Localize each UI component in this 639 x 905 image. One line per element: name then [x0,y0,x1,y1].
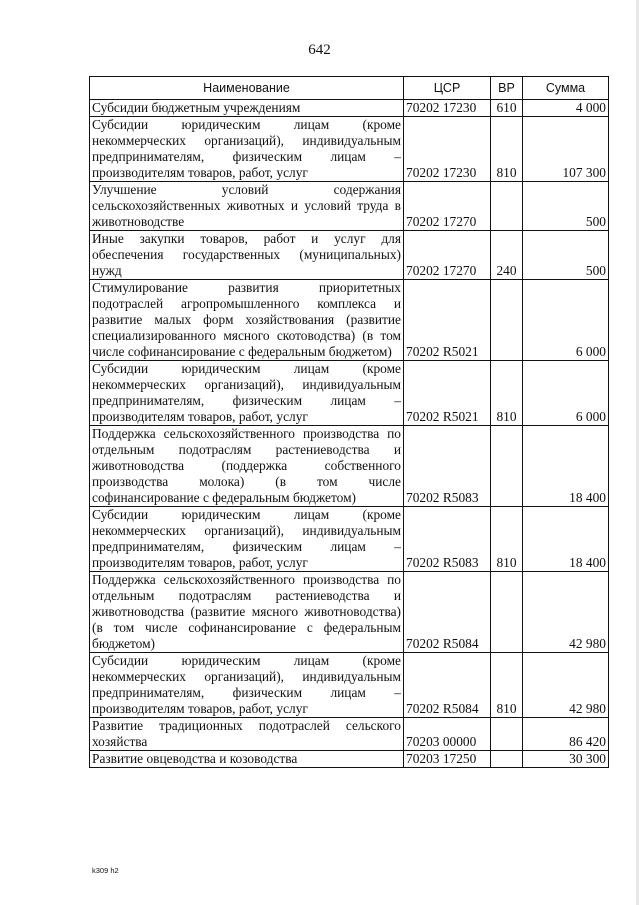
header-vr: ВР [491,77,523,100]
row-csr: 70202 17230 [404,117,491,182]
row-vr: 610 [491,100,523,117]
table-row [90,117,609,182]
row-name: Поддержка сельскохозяйственного производства по отдельным подотраслям растениеводства и животноводства (поддержка собственного производства молока) (в том числе софинансирование с федеральным бюджетом) [90,426,404,507]
row-sum: 500 [523,231,609,280]
row-sum: 4 000 [523,100,609,117]
row-csr: 70202 R5084 [404,572,491,653]
row-name: Субсидии юридическим лицам (кроме некоммерческих организаций), индивидуальным предпринимателям, физическим лицам – производителям товаров, работ, услуг [90,653,404,718]
row-csr: 70203 17250 [404,751,491,768]
row-vr [491,182,523,231]
row-name: Иные закупки товаров, работ и услуг для обеспечения государственных (муниципальных) нужд [90,231,404,280]
table-row [90,653,609,718]
row-csr: 70202 R5083 [404,507,491,572]
table-row [90,361,609,426]
row-sum: 18 400 [523,426,609,507]
row-sum: 500 [523,182,609,231]
table-row [90,572,609,653]
table-row [90,280,609,361]
row-name: Субсидии юридическим лицам (кроме некоммерческих организаций), индивидуальным предпринимателям, физическим лицам – производителям товаров, работ, услуг [90,507,404,572]
row-name: Поддержка сельскохозяйственного производства по отдельным подотраслям растениеводства и животноводства (развитие мясного животноводства) (в том числе софинансирование с федеральным бюджетом) [90,572,404,653]
row-sum: 42 980 [523,653,609,718]
row-vr [491,572,523,653]
row-csr: 70202 17270 [404,231,491,280]
row-vr: 240 [491,231,523,280]
table-header-row [90,77,609,100]
row-csr: 70202 R5083 [404,426,491,507]
row-name: Развитие традиционных подотраслей сельского хозяйства [90,718,404,751]
table-row [90,718,609,751]
table-row [90,231,609,280]
row-name: Субсидии бюджетным учреждениям [90,100,404,117]
header-sum: Сумма [523,77,609,100]
row-name: Субсидии юридическим лицам (кроме некоммерческих организаций), индивидуальным предпринимателям, физическим лицам – производителям товаров, работ, услуг [90,117,404,182]
row-sum: 107 300 [523,117,609,182]
header-csr: ЦСР [404,77,491,100]
page-number: 642 [308,42,331,58]
row-vr: 810 [491,117,523,182]
row-sum: 86 420 [523,718,609,751]
budget-table [89,76,609,768]
table-row [90,182,609,231]
row-vr: 810 [491,507,523,572]
row-csr: 70202 R5021 [404,361,491,426]
footer-code: k309 h2 [92,866,119,875]
row-vr: 810 [491,653,523,718]
row-csr: 70202 R5021 [404,280,491,361]
table-row [90,426,609,507]
row-name: Субсидии юридическим лицам (кроме некоммерческих организаций), индивидуальным предпринимателям, физическим лицам – производителям товаров, работ, услуг [90,361,404,426]
row-csr: 70202 R5084 [404,653,491,718]
row-sum: 6 000 [523,280,609,361]
row-vr: 810 [491,361,523,426]
table-row [90,751,609,768]
row-vr [491,718,523,751]
row-name: Стимулирование развития приоритетных подотраслей агропромышленного комплекса и развитие малых форм хозяйствования (развитие специализированного мясного скотоводства) (в том числе софинансирование с федеральным бюджетом) [90,280,404,361]
header-name: Наименование [90,77,404,100]
row-name: Развитие овцеводства и козоводства [90,751,404,768]
row-csr: 70202 17230 [404,100,491,117]
row-name: Улучшение условий содержания сельскохозяйственных животных и условий труда в животноводстве [90,182,404,231]
row-vr [491,426,523,507]
row-sum: 18 400 [523,507,609,572]
table-row [90,100,609,117]
row-csr: 70202 17270 [404,182,491,231]
row-sum: 42 980 [523,572,609,653]
row-sum: 30 300 [523,751,609,768]
row-vr [491,751,523,768]
row-sum: 6 000 [523,361,609,426]
table-row [90,507,609,572]
row-vr [491,280,523,361]
row-csr: 70203 00000 [404,718,491,751]
